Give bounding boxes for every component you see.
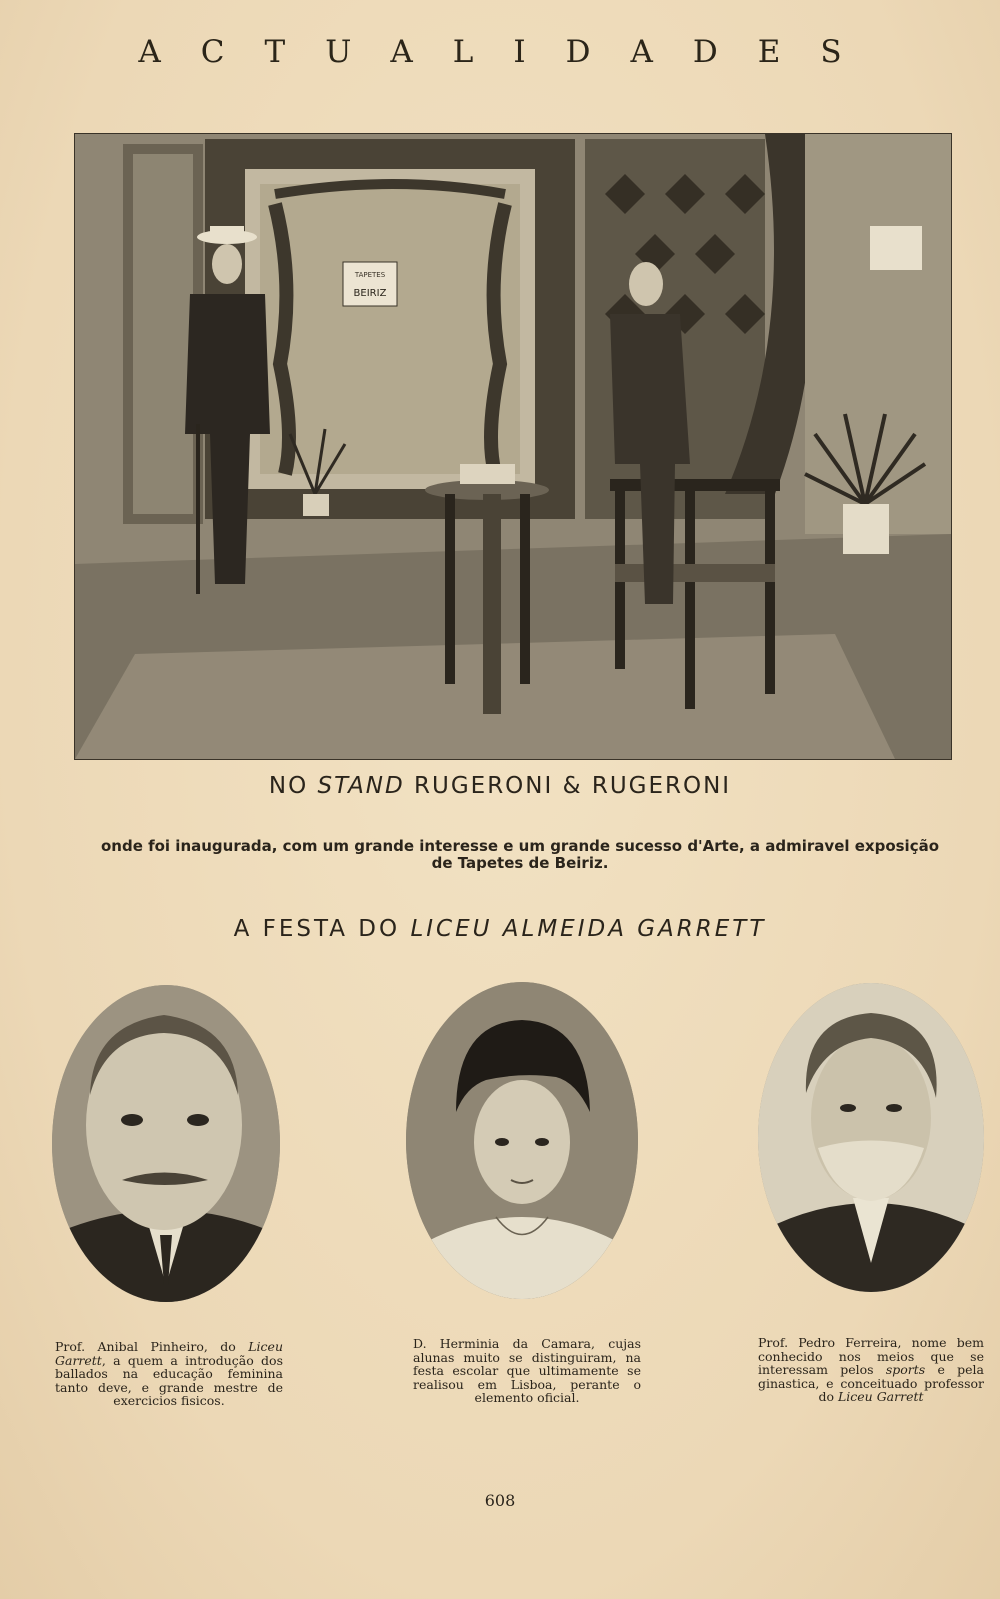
bio-3-text: Prof. Pedro Ferreira, nome bem conhecido nos meios que se interessam pelos — [758, 1335, 984, 1377]
bio-anibal-pinheiro — [55, 1340, 283, 1408]
stand-caption-suffix: RUGERONI & RUGERONI — [414, 773, 732, 799]
bio-pedro-ferreira — [758, 1336, 984, 1404]
page-number: 608 — [484, 1491, 516, 1510]
rug-sign-line1: TAPETES — [354, 271, 386, 279]
bio-3-italic-end: Liceu Garrett — [837, 1389, 924, 1404]
stand-photo — [74, 133, 952, 760]
bio-3-italic: sports — [885, 1362, 926, 1377]
stand-caption-title — [0, 773, 1000, 799]
stand-photo-illustration — [75, 134, 951, 759]
bio-2-text: D. Herminia da Camara, cujas alunas muito se distinguiram, na festa escolar que ultimamente se realisou em Lisboa, perante o elemento oficial. — [413, 1336, 641, 1405]
festa-title-italic: LICEU ALMEIDA GARRETT — [410, 916, 767, 942]
festa-title-prefix: A FESTA DO — [233, 916, 401, 942]
bio-1-text: Prof. Anibal Pinheiro, do — [55, 1339, 249, 1354]
stand-caption-italic: STAND — [317, 773, 405, 799]
portrait-anibal-pinheiro — [52, 985, 280, 1302]
bio-1-italic: Liceu Garrett — [55, 1339, 283, 1368]
stand-description: onde foi inaugurada, com um grande interesse e um grande sucesso d'Arte, a admiravel exposição de Tapetes de Beiriz. — [100, 837, 940, 872]
bio-herminia-da-camara — [413, 1337, 641, 1405]
portrait-pedro-ferreira — [758, 983, 984, 1292]
portrait-herminia-da-camara — [406, 982, 638, 1299]
stand-caption-prefix: NO — [268, 773, 309, 799]
rug-sign-line2: BEIRIZ — [353, 288, 387, 299]
page-header: ACTUALIDADES — [138, 34, 882, 70]
festa-title — [0, 916, 1000, 942]
bio-1-text-end: , a quem a introdução dos ballados na educação feminina tanto deve, e grande mestre de exercicios fisicos. — [55, 1352, 283, 1408]
bio-3-text-mid: e pela ginastica, e conceituado professor do — [758, 1362, 984, 1404]
